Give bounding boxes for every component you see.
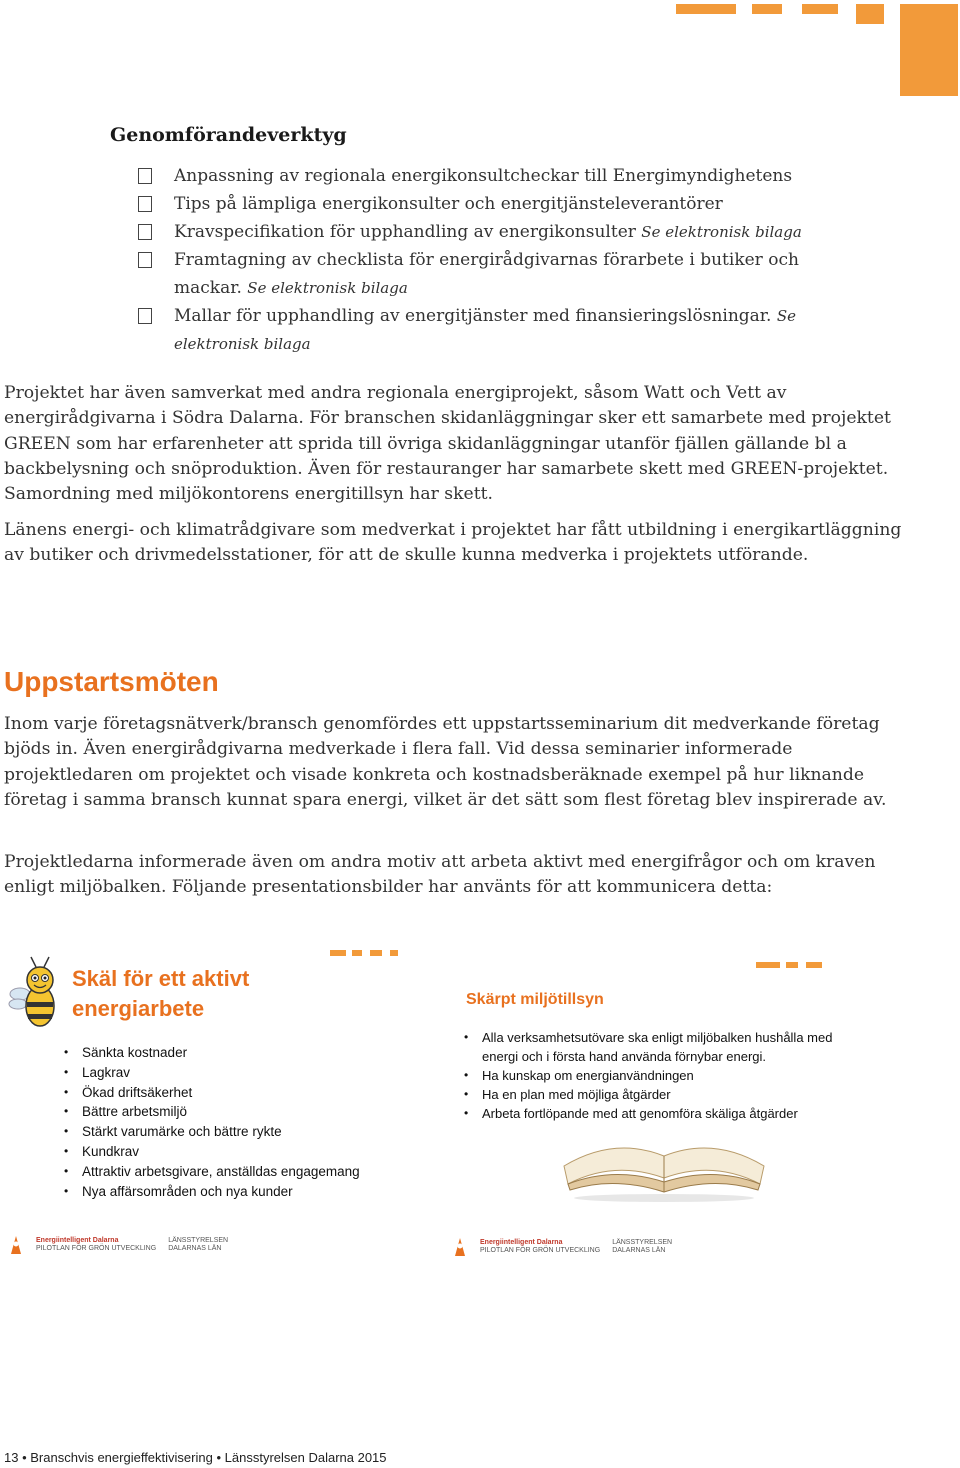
page-footer	[4, 1450, 387, 1465]
body-paragraph: Projektledarna informerade även om andra motiv att arbeta aktivt med energifrågor och om kraven enligt miljöbalken. Följande presentationsbilder har använts för att kommunicera detta:	[4, 852, 876, 898]
slide-bullet-list	[464, 1028, 844, 1123]
list-item: • Stärkt varumärke och bättre rykte	[64, 1122, 424, 1142]
attachment-reference: Se elektronisk bilaga	[174, 307, 797, 353]
logo-text-right: LÄNSSTYRELSEN DALARNAS LÄN	[612, 1239, 673, 1254]
footer-separator: •	[22, 1450, 31, 1465]
list-item: • Kundkrav	[64, 1142, 424, 1162]
slide-bullet-list	[64, 1043, 424, 1201]
list-item: • Nya affärsområden och nya kunder	[64, 1182, 424, 1202]
bullet-box-icon	[138, 308, 152, 324]
open-book-icon	[554, 1126, 774, 1204]
attachment-reference: Se elektronisk bilaga	[641, 223, 802, 241]
footer-separator: •	[216, 1450, 225, 1465]
slide-title: Skärpt miljötillsyn	[466, 991, 604, 1008]
list-item	[138, 302, 818, 358]
footer-title: Branschvis energieffektivisering	[30, 1450, 213, 1465]
bullet-box-icon	[138, 252, 152, 268]
bee-mascot-icon	[8, 954, 62, 1032]
bullet-box-icon	[138, 168, 152, 184]
footer-org: Länsstyrelsen Dalarna 2015	[224, 1450, 387, 1465]
list-item-text: Mallar för upphandling av energitjänster med finansieringslösningar.	[174, 306, 772, 326]
list-item: • Sänkta kostnader	[64, 1043, 424, 1063]
list-item	[138, 190, 818, 218]
header-decor-bar	[676, 4, 736, 14]
list-item-text: Anpassning av regionala energikonsultcheckar till Energimyndighetens	[174, 166, 793, 186]
body-paragraph: Inom varje företagsnätverk/bransch genomfördes ett uppstartsseminarium dit medverkande företag bjöds in. Även energirådgivarna medverkade i flera fall. Vid dessa seminarier informerade projektledaren om projektet och visade konkreta och kostnadsberäknade exempel på hur liknande företag i samma bransch kunnat spara energi, vilket är det sätt som flest företag blev inspirerade av.	[4, 714, 887, 810]
section-title: Uppstartsmöten	[4, 666, 219, 697]
page-number: 13	[4, 1450, 19, 1465]
slide-decor-bar	[786, 962, 798, 968]
list-item: • Lagkrav	[64, 1063, 424, 1083]
list-item-text: Framtagning av checklista för energirådgivarnas förarbete i butiker och mackar.	[174, 250, 799, 298]
bullet-box-icon	[138, 196, 152, 212]
list-item-text: Kravspecifikation för upphandling av energikonsulter	[174, 222, 636, 242]
header-decor-block	[856, 4, 884, 24]
list-item: • Attraktiv arbetsgivare, anställdas engagemang	[64, 1162, 424, 1182]
logo-text-left: Energiintelligent Dalarna PILOTLAN FÖR GRÖN UTVECKLING	[480, 1239, 601, 1254]
list-item: • Ha en plan med möjliga åtgärder	[464, 1085, 844, 1104]
list-item	[138, 162, 818, 190]
bullet-box-icon	[138, 224, 152, 240]
energiintelligent-logo-icon	[8, 1234, 24, 1256]
body-paragraph: Projektet har även samverkat med andra regionala energiprojekt, såsom Watt och Vett av energirådgivarna i Södra Dalarna. För branschen skidanläggningar sker ett samarbete med projektet GREEN som har erfarenheter att sprida till övriga skidanläggningar utanför fjällen gällande bl a backbelysning och snöproduktion. Även för restauranger har samarbete skett med GREEN-projektet. Samordning med miljökontorens energitillsyn har skett.	[4, 383, 891, 505]
list-item	[138, 218, 818, 246]
section-heading: Genomförandeverktyg	[110, 124, 347, 146]
slide-decor-bar	[352, 950, 362, 956]
slide-logos	[452, 1236, 672, 1258]
list-item: • Arbeta fortlöpande med att genomföra skäliga åtgärder	[464, 1104, 844, 1123]
list-item: • Alla verksamhetsutövare ska enligt miljöbalken hushålla med energi och i första hand använda förnybar energi.	[464, 1028, 844, 1066]
slide-decor-bar	[330, 950, 346, 956]
energiintelligent-logo-icon	[452, 1236, 468, 1258]
slide-decor-bar	[390, 950, 398, 956]
list-item-text: Tips på lämpliga energikonsulter och energitjänsteleverantörer	[174, 194, 723, 214]
attachment-reference: Se elektronisk bilaga	[247, 279, 408, 297]
header-decor-bar	[752, 4, 782, 14]
slide-title: Skäl för ett aktivt energiarbete	[72, 966, 250, 1021]
header-decor-block	[900, 4, 958, 96]
logo-text-right: LÄNSSTYRELSEN DALARNAS LÄN	[168, 1237, 229, 1252]
slide-logos	[8, 1234, 228, 1256]
presentation-slide	[446, 942, 886, 1282]
slide-decor-bar	[370, 950, 382, 956]
presentation-slide	[0, 942, 440, 1282]
logo-text-left: Energiintelligent Dalarna PILOTLAN FÖR GRÖN UTVECKLING	[36, 1237, 157, 1252]
tool-list	[138, 162, 818, 358]
body-paragraph: Länens energi- och klimatrådgivare som medverkat i projektet har fått utbildning i energikartläggning av butiker och drivmedelsstationer, för att de skulle kunna medverka i projektets utförande.	[4, 520, 902, 566]
header-decor-bar	[802, 4, 838, 14]
list-item	[138, 246, 818, 302]
slide-decor-bar	[756, 962, 780, 968]
list-item: • Bättre arbetsmiljö	[64, 1102, 424, 1122]
list-item: • Ökad driftsäkerhet	[64, 1083, 424, 1103]
list-item: • Ha kunskap om energianvändningen	[464, 1066, 844, 1085]
slide-decor-bar	[806, 962, 822, 968]
